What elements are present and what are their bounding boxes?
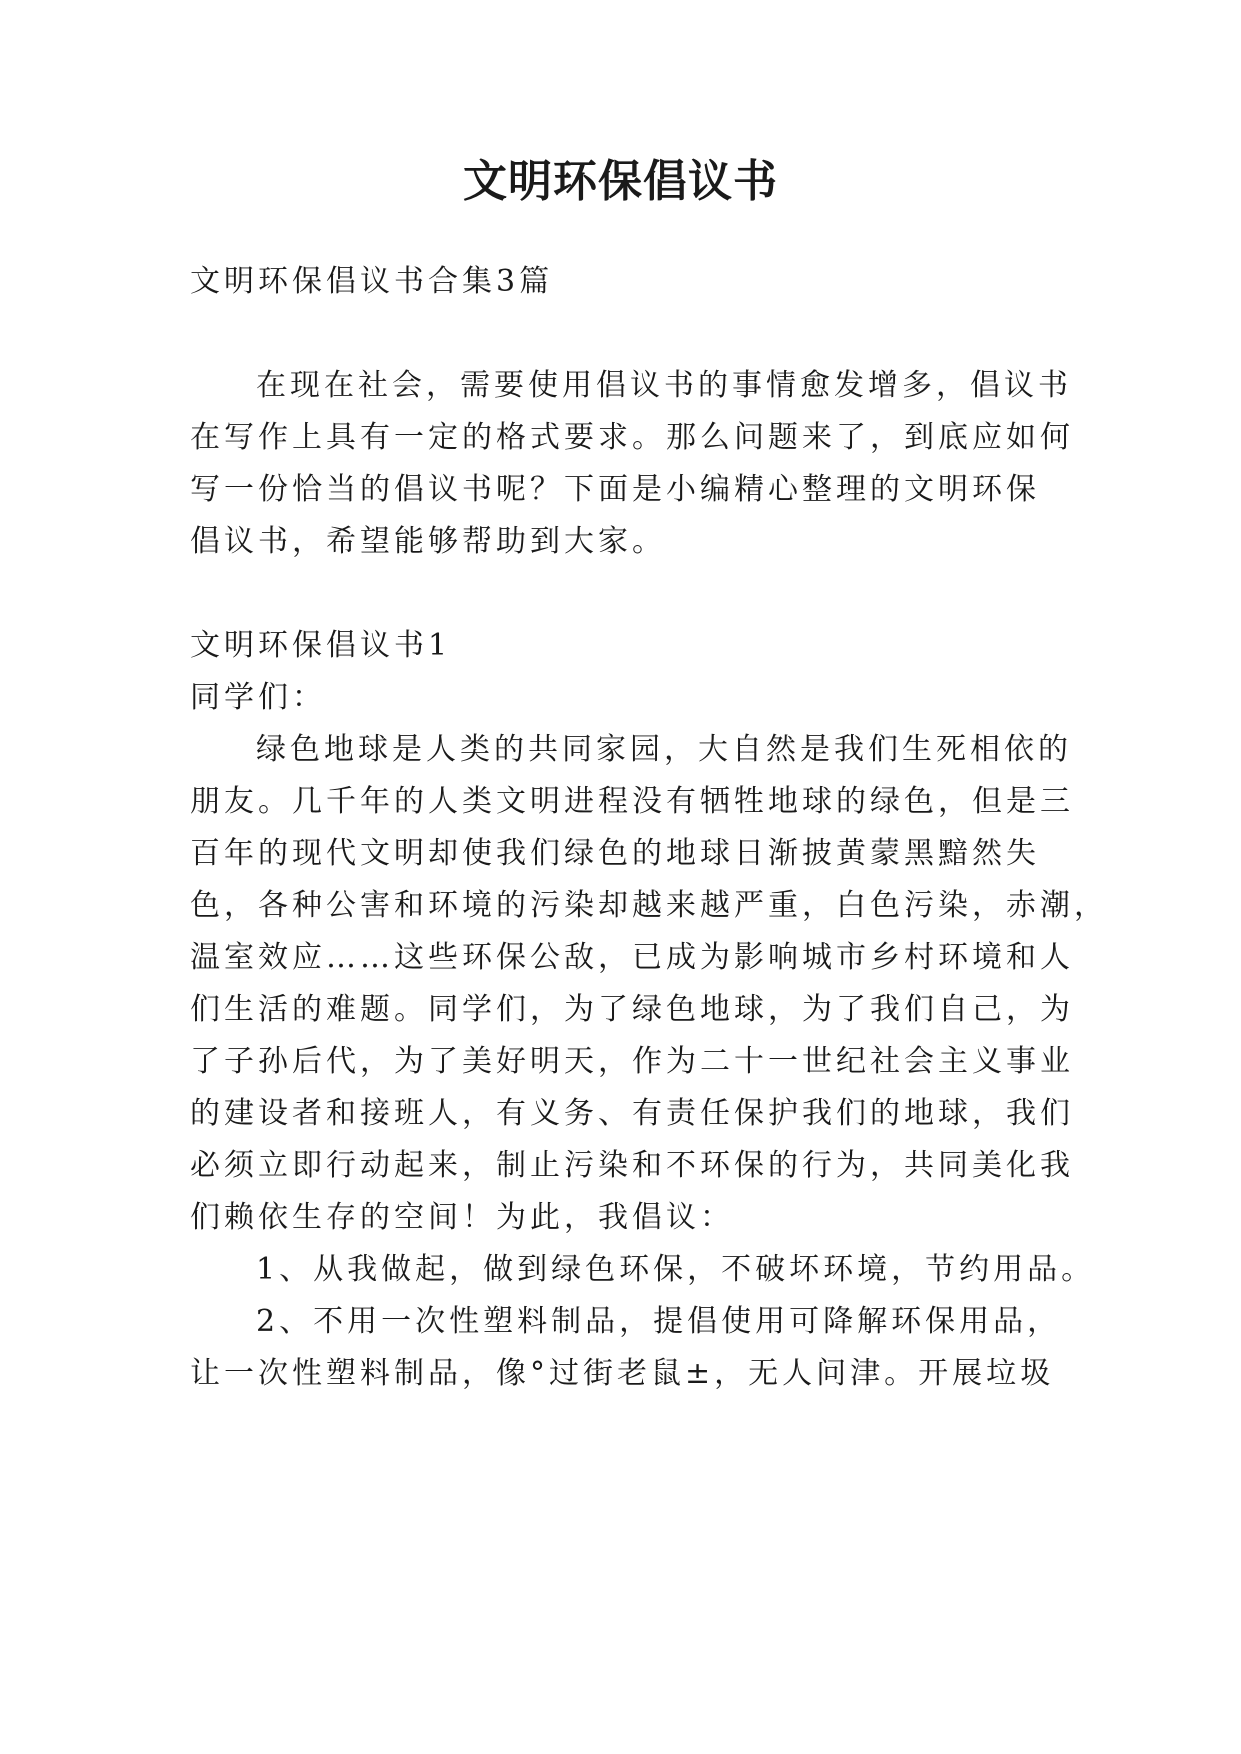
intro-line: 倡议书，希望能够帮助到大家。 (190, 524, 666, 559)
body-line: 色，各种公害和环境的污染却越来越严重，白色污染，赤潮， (190, 888, 1108, 923)
section-heading: 文明环保倡议书1 (190, 628, 452, 663)
body-line: 绿色地球是人类的共同家园，大自然是我们生死相依的 (256, 732, 1072, 767)
body-line: 们生活的难题。同学们，为了绿色地球，为了我们自己，为 (190, 992, 1074, 1027)
body-line: 了子孙后代，为了美好明天，作为二十一世纪社会主义事业 (190, 1044, 1074, 1079)
proposal-item-2-continued: 让一次性塑料制品，像°过街老鼠±，无人问津。开展垃圾 (190, 1356, 1055, 1391)
body-line: 们赖依生存的空间！为此，我倡议： (190, 1200, 734, 1235)
intro-line: 在写作上具有一定的格式要求。那么问题来了，到底应如何 (190, 420, 1074, 455)
proposal-item-2: 2、不用一次性塑料制品，提倡使用可降解环保用品， (256, 1304, 1062, 1339)
intro-line: 在现在社会，需要使用倡议书的事情愈发增多，倡议书 (256, 368, 1072, 403)
document-title: 文明环保倡议书 (463, 156, 778, 207)
body-line: 百年的现代文明却使我们绿色的地球日渐披黄蒙黑黯然失 (190, 836, 1040, 871)
document-subtitle: 文明环保倡议书合集3篇 (190, 264, 554, 299)
proposal-item-1: 1、从我做起，做到绿色环保，不破坏环境，节约用品。 (256, 1252, 1096, 1287)
body-line: 必须立即行动起来，制止污染和不环保的行为，共同美化我 (190, 1148, 1074, 1183)
intro-line: 写一份恰当的倡议书呢？下面是小编精心整理的文明环保 (190, 472, 1040, 507)
body-line: 朋友。几千年的人类文明进程没有牺牲地球的绿色，但是三 (190, 784, 1074, 819)
body-line: 温室效应……这些环保公敌，已成为影响城市乡村环境和人 (190, 940, 1074, 975)
body-line: 的建设者和接班人，有义务、有责任保护我们的地球，我们 (190, 1096, 1074, 1131)
salutation: 同学们： (190, 680, 326, 715)
